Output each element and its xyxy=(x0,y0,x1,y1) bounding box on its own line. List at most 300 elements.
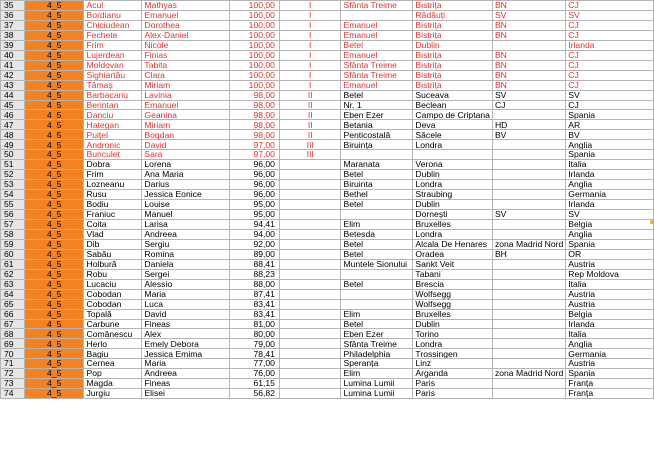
rank-cell[interactable] xyxy=(279,229,341,239)
score-cell[interactable]: 77,00 xyxy=(230,359,280,369)
country-cell[interactable]: CJ xyxy=(566,70,654,80)
group-cell[interactable]: 4_5 xyxy=(24,20,84,30)
country-cell[interactable]: Anglia xyxy=(566,180,654,190)
rank-cell[interactable]: I xyxy=(279,60,341,70)
city-cell[interactable]: Bruxelles xyxy=(413,309,493,319)
rank-cell[interactable]: II xyxy=(279,90,341,100)
last-name-cell[interactable]: Bodiu xyxy=(84,200,142,210)
first-name-cell[interactable]: Clara xyxy=(142,70,230,80)
county-cell[interactable] xyxy=(492,140,565,150)
last-name-cell[interactable]: Cobodan xyxy=(84,289,142,299)
county-cell[interactable] xyxy=(492,379,565,389)
group-cell[interactable]: 4_5 xyxy=(24,349,84,359)
table-row[interactable] xyxy=(1,180,654,190)
row-number[interactable]: 48 xyxy=(1,130,25,140)
first-name-cell[interactable]: Miriam xyxy=(142,80,230,90)
group-cell[interactable]: 4_5 xyxy=(24,299,84,309)
rank-cell[interactable] xyxy=(279,309,341,319)
country-cell[interactable]: Irlanda xyxy=(566,170,654,180)
rank-cell[interactable]: I xyxy=(279,1,341,11)
city-cell[interactable]: Bistrița xyxy=(413,80,493,90)
rank-cell[interactable] xyxy=(279,369,341,379)
church-cell[interactable] xyxy=(341,269,413,279)
row-number[interactable]: 59 xyxy=(1,239,25,249)
score-cell[interactable]: 80,00 xyxy=(230,329,280,339)
first-name-cell[interactable]: Andreea xyxy=(142,229,230,239)
church-cell[interactable]: Eben Ezer xyxy=(341,110,413,120)
county-cell[interactable]: BN xyxy=(492,70,565,80)
county-cell[interactable] xyxy=(492,299,565,309)
group-cell[interactable]: 4_5 xyxy=(24,319,84,329)
last-name-cell[interactable]: Vlad xyxy=(84,229,142,239)
row-number[interactable]: 62 xyxy=(1,269,25,279)
last-name-cell[interactable]: Frim xyxy=(84,40,142,50)
last-name-cell[interactable]: Topală xyxy=(84,309,142,319)
first-name-cell[interactable]: Tabita xyxy=(142,60,230,70)
row-number[interactable]: 41 xyxy=(1,60,25,70)
group-cell[interactable]: 4_5 xyxy=(24,50,84,60)
score-cell[interactable]: 88,00 xyxy=(230,279,280,289)
table-row[interactable] xyxy=(1,30,654,40)
church-cell[interactable]: Nr. 1 xyxy=(341,100,413,110)
row-number[interactable]: 50 xyxy=(1,150,25,160)
last-name-cell[interactable]: Holbură xyxy=(84,259,142,269)
score-cell[interactable]: 100,00 xyxy=(230,60,280,70)
country-cell[interactable]: BV xyxy=(566,130,654,140)
first-name-cell[interactable]: Mathyas xyxy=(142,1,230,11)
score-cell[interactable]: 98,00 xyxy=(230,130,280,140)
group-cell[interactable]: 4_5 xyxy=(24,40,84,50)
score-cell[interactable]: 100,00 xyxy=(230,20,280,30)
group-cell[interactable]: 4_5 xyxy=(24,130,84,140)
last-name-cell[interactable]: Moldovan xyxy=(84,60,142,70)
country-cell[interactable]: Austria xyxy=(566,289,654,299)
city-cell[interactable]: Bistrița xyxy=(413,20,493,30)
row-number[interactable]: 57 xyxy=(1,219,25,229)
city-cell[interactable]: Dublin xyxy=(413,40,493,50)
table-row[interactable] xyxy=(1,289,654,299)
rank-cell[interactable] xyxy=(279,299,341,309)
table-row[interactable] xyxy=(1,40,654,50)
last-name-cell[interactable]: Danciu xyxy=(84,110,142,120)
row-number[interactable]: 53 xyxy=(1,180,25,190)
rank-cell[interactable] xyxy=(279,269,341,279)
last-name-cell[interactable]: Carbune xyxy=(84,319,142,329)
table-row[interactable] xyxy=(1,50,654,60)
country-cell[interactable]: SV xyxy=(566,10,654,20)
rank-cell[interactable] xyxy=(279,349,341,359)
country-cell[interactable]: Irlanda xyxy=(566,319,654,329)
first-name-cell[interactable]: David xyxy=(142,309,230,319)
city-cell[interactable]: Verona xyxy=(413,160,493,170)
first-name-cell[interactable]: Nicole xyxy=(142,40,230,50)
county-cell[interactable] xyxy=(492,279,565,289)
last-name-cell[interactable]: Robu xyxy=(84,269,142,279)
row-number[interactable]: 42 xyxy=(1,70,25,80)
last-name-cell[interactable]: Chiciudean xyxy=(84,20,142,30)
row-number[interactable]: 64 xyxy=(1,289,25,299)
last-name-cell[interactable]: Berintan xyxy=(84,100,142,110)
table-row[interactable] xyxy=(1,190,654,200)
score-cell[interactable]: 83,41 xyxy=(230,309,280,319)
city-cell[interactable]: Sankt Veit xyxy=(413,259,493,269)
last-name-cell[interactable]: Andronic xyxy=(84,140,142,150)
table-row[interactable] xyxy=(1,359,654,369)
table-row[interactable] xyxy=(1,140,654,150)
table-row[interactable] xyxy=(1,329,654,339)
first-name-cell[interactable]: Alessio xyxy=(142,279,230,289)
first-name-cell[interactable]: Bogdan xyxy=(142,130,230,140)
rank-cell[interactable]: I xyxy=(279,40,341,50)
group-cell[interactable]: 4_5 xyxy=(24,180,84,190)
rank-cell[interactable] xyxy=(279,190,341,200)
row-number[interactable]: 38 xyxy=(1,30,25,40)
score-cell[interactable]: 100,00 xyxy=(230,30,280,40)
church-cell[interactable]: Emanuel xyxy=(341,80,413,90)
first-name-cell[interactable]: Louise xyxy=(142,200,230,210)
city-cell[interactable]: Straubing xyxy=(413,190,493,200)
group-cell[interactable]: 4_5 xyxy=(24,30,84,40)
county-cell[interactable]: SV xyxy=(492,210,565,220)
city-cell[interactable]: Oradea xyxy=(413,249,493,259)
table-row[interactable] xyxy=(1,269,654,279)
county-cell[interactable] xyxy=(492,339,565,349)
first-name-cell[interactable]: Emanuel xyxy=(142,10,230,20)
church-cell[interactable]: Betel xyxy=(341,90,413,100)
row-number[interactable]: 47 xyxy=(1,120,25,130)
score-cell[interactable]: 97,00 xyxy=(230,140,280,150)
country-cell[interactable]: Germania xyxy=(566,190,654,200)
first-name-cell[interactable]: Maria xyxy=(142,359,230,369)
country-cell[interactable]: OR xyxy=(566,249,654,259)
score-cell[interactable]: 97,00 xyxy=(230,150,280,160)
group-cell[interactable]: 4_5 xyxy=(24,190,84,200)
row-number[interactable]: 35 xyxy=(1,1,25,11)
group-cell[interactable]: 4_5 xyxy=(24,150,84,160)
row-number[interactable]: 56 xyxy=(1,210,25,220)
score-cell[interactable]: 100,00 xyxy=(230,70,280,80)
group-cell[interactable]: 4_5 xyxy=(24,249,84,259)
city-cell[interactable]: Dublin xyxy=(413,170,493,180)
table-row[interactable] xyxy=(1,10,654,20)
first-name-cell[interactable]: Romina xyxy=(142,249,230,259)
group-cell[interactable]: 4_5 xyxy=(24,100,84,110)
last-name-cell[interactable]: Lucaciu xyxy=(84,279,142,289)
rank-cell[interactable]: I xyxy=(279,70,341,80)
table-row[interactable] xyxy=(1,150,654,160)
last-name-cell[interactable]: Coita xyxy=(84,219,142,229)
country-cell[interactable]: CJ xyxy=(566,80,654,90)
city-cell[interactable]: Paris xyxy=(413,379,493,389)
first-name-cell[interactable]: Sergei xyxy=(142,269,230,279)
group-cell[interactable]: 4_5 xyxy=(24,200,84,210)
last-name-cell[interactable]: Sighiartău xyxy=(84,70,142,80)
last-name-cell[interactable]: Jurgiu xyxy=(84,389,142,399)
city-cell[interactable] xyxy=(413,150,493,160)
first-name-cell[interactable]: Manuel xyxy=(142,210,230,220)
rank-cell[interactable] xyxy=(279,359,341,369)
city-cell[interactable]: Wolfsegg xyxy=(413,299,493,309)
church-cell[interactable]: Betania xyxy=(341,120,413,130)
table-row[interactable] xyxy=(1,339,654,349)
first-name-cell[interactable]: Jessica Emima xyxy=(142,349,230,359)
rank-cell[interactable] xyxy=(279,389,341,399)
country-cell[interactable]: CJ xyxy=(566,30,654,40)
group-cell[interactable]: 4_5 xyxy=(24,160,84,170)
group-cell[interactable]: 4_5 xyxy=(24,70,84,80)
first-name-cell[interactable]: Miriam xyxy=(142,120,230,130)
country-cell[interactable]: Italia xyxy=(566,160,654,170)
church-cell[interactable]: Elim xyxy=(341,369,413,379)
last-name-cell[interactable]: Herlo xyxy=(84,339,142,349)
score-cell[interactable]: 61,15 xyxy=(230,379,280,389)
score-cell[interactable]: 96,00 xyxy=(230,190,280,200)
group-cell[interactable]: 4_5 xyxy=(24,339,84,349)
country-cell[interactable]: Anglia xyxy=(566,229,654,239)
group-cell[interactable]: 4_5 xyxy=(24,140,84,150)
rank-cell[interactable]: II xyxy=(279,110,341,120)
score-cell[interactable]: 96,00 xyxy=(230,180,280,190)
first-name-cell[interactable]: Elisei xyxy=(142,389,230,399)
rank-cell[interactable] xyxy=(279,259,341,269)
city-cell[interactable]: Săcele xyxy=(413,130,493,140)
last-name-cell[interactable]: Cobodan xyxy=(84,299,142,309)
church-cell[interactable]: Betel xyxy=(341,239,413,249)
rank-cell[interactable] xyxy=(279,379,341,389)
table-row[interactable] xyxy=(1,110,654,120)
church-cell[interactable]: Betel xyxy=(341,200,413,210)
county-cell[interactable]: SV xyxy=(492,90,565,100)
county-cell[interactable]: CJ xyxy=(492,100,565,110)
county-cell[interactable]: BN xyxy=(492,1,565,11)
rank-cell[interactable]: I xyxy=(279,20,341,30)
county-cell[interactable]: zona Madrid Nord xyxy=(492,369,565,379)
score-cell[interactable]: 94,41 xyxy=(230,219,280,229)
church-cell[interactable]: Philadelphia xyxy=(341,349,413,359)
city-cell[interactable]: Wolfsegg xyxy=(413,289,493,299)
church-cell[interactable]: Elim xyxy=(341,219,413,229)
church-cell[interactable]: Emanuel xyxy=(341,20,413,30)
rank-cell[interactable]: I xyxy=(279,10,341,20)
table-row[interactable] xyxy=(1,279,654,289)
rank-cell[interactable] xyxy=(279,219,341,229)
row-number[interactable]: 52 xyxy=(1,170,25,180)
county-cell[interactable] xyxy=(492,40,565,50)
group-cell[interactable]: 4_5 xyxy=(24,309,84,319)
table-row[interactable] xyxy=(1,369,654,379)
first-name-cell[interactable]: Finias xyxy=(142,50,230,60)
score-cell[interactable]: 98,00 xyxy=(230,120,280,130)
rank-cell[interactable] xyxy=(279,289,341,299)
last-name-cell[interactable]: Rusu xyxy=(84,190,142,200)
county-cell[interactable] xyxy=(492,190,565,200)
table-row[interactable] xyxy=(1,100,654,110)
score-cell[interactable]: 98,00 xyxy=(230,90,280,100)
church-cell[interactable]: Betel xyxy=(341,319,413,329)
country-cell[interactable]: Spania xyxy=(566,110,654,120)
city-cell[interactable]: Londra xyxy=(413,339,493,349)
last-name-cell[interactable]: Bunculet xyxy=(84,150,142,160)
rank-cell[interactable]: III xyxy=(279,140,341,150)
group-cell[interactable]: 4_5 xyxy=(24,279,84,289)
city-cell[interactable]: Deva xyxy=(413,120,493,130)
group-cell[interactable]: 4_5 xyxy=(24,170,84,180)
group-cell[interactable]: 4_5 xyxy=(24,259,84,269)
last-name-cell[interactable]: Puițel xyxy=(84,130,142,140)
county-cell[interactable] xyxy=(492,150,565,160)
rank-cell[interactable] xyxy=(279,210,341,220)
score-cell[interactable]: 81,00 xyxy=(230,319,280,329)
country-cell[interactable]: Anglia xyxy=(566,140,654,150)
church-cell[interactable] xyxy=(341,210,413,220)
rank-cell[interactable] xyxy=(279,160,341,170)
church-cell[interactable]: Sfânta Treime xyxy=(341,1,413,11)
table-row[interactable] xyxy=(1,60,654,70)
first-name-cell[interactable]: Emanuel xyxy=(142,100,230,110)
country-cell[interactable]: CJ xyxy=(566,1,654,11)
rank-cell[interactable] xyxy=(279,180,341,190)
church-cell[interactable]: Emanuel xyxy=(341,50,413,60)
church-cell[interactable]: Emanuel xyxy=(341,30,413,40)
county-cell[interactable] xyxy=(492,160,565,170)
rank-cell[interactable]: I xyxy=(279,80,341,90)
score-cell[interactable]: 94,00 xyxy=(230,229,280,239)
table-row[interactable] xyxy=(1,249,654,259)
table-row[interactable] xyxy=(1,219,654,229)
first-name-cell[interactable]: Larisa xyxy=(142,219,230,229)
score-cell[interactable]: 89,00 xyxy=(230,249,280,259)
city-cell[interactable]: Tabani xyxy=(413,269,493,279)
country-cell[interactable]: Belgia xyxy=(566,309,654,319)
country-cell[interactable]: CJ xyxy=(566,60,654,70)
table-row[interactable] xyxy=(1,239,654,249)
first-name-cell[interactable]: Lavinia xyxy=(142,90,230,100)
church-cell[interactable]: Betel xyxy=(341,249,413,259)
table-row[interactable] xyxy=(1,229,654,239)
city-cell[interactable]: Suceava xyxy=(413,90,493,100)
country-cell[interactable]: SV xyxy=(566,90,654,100)
row-number[interactable]: 49 xyxy=(1,140,25,150)
group-cell[interactable]: 4_5 xyxy=(24,369,84,379)
country-cell[interactable]: Austria xyxy=(566,259,654,269)
score-cell[interactable]: 88,23 xyxy=(230,269,280,279)
rank-cell[interactable] xyxy=(279,329,341,339)
city-cell[interactable]: Dornești xyxy=(413,210,493,220)
country-cell[interactable]: Irlanda xyxy=(566,40,654,50)
row-number[interactable]: 67 xyxy=(1,319,25,329)
row-number[interactable]: 58 xyxy=(1,229,25,239)
last-name-cell[interactable]: Bagiu xyxy=(84,349,142,359)
first-name-cell[interactable]: Jessica Eonice xyxy=(142,190,230,200)
first-name-cell[interactable]: Lorena xyxy=(142,160,230,170)
country-cell[interactable]: Austria xyxy=(566,359,654,369)
first-name-cell[interactable]: Daniela xyxy=(142,259,230,269)
county-cell[interactable] xyxy=(492,319,565,329)
rank-cell[interactable]: I xyxy=(279,30,341,40)
country-cell[interactable]: Belgia xyxy=(566,219,654,229)
last-name-cell[interactable]: Barbacariu xyxy=(84,90,142,100)
county-cell[interactable] xyxy=(492,219,565,229)
first-name-cell[interactable]: Darius xyxy=(142,180,230,190)
country-cell[interactable]: SV xyxy=(566,210,654,220)
table-row[interactable] xyxy=(1,20,654,30)
group-cell[interactable]: 4_5 xyxy=(24,229,84,239)
score-cell[interactable]: 100,00 xyxy=(230,50,280,60)
county-cell[interactable] xyxy=(492,289,565,299)
church-cell[interactable]: Bethel xyxy=(341,190,413,200)
row-number[interactable]: 36 xyxy=(1,10,25,20)
church-cell[interactable] xyxy=(341,150,413,160)
rank-cell[interactable]: II xyxy=(279,130,341,140)
church-cell[interactable] xyxy=(341,289,413,299)
row-number[interactable]: 39 xyxy=(1,40,25,50)
county-cell[interactable]: BN xyxy=(492,50,565,60)
rank-cell[interactable] xyxy=(279,339,341,349)
score-cell[interactable]: 98,00 xyxy=(230,110,280,120)
row-number[interactable]: 44 xyxy=(1,90,25,100)
church-cell[interactable] xyxy=(341,299,413,309)
last-name-cell[interactable]: Magda xyxy=(84,379,142,389)
first-name-cell[interactable]: Geanina xyxy=(142,110,230,120)
score-cell[interactable]: 95,00 xyxy=(230,200,280,210)
city-cell[interactable]: Londra xyxy=(413,180,493,190)
church-cell[interactable]: Maranata xyxy=(341,160,413,170)
row-number[interactable]: 46 xyxy=(1,110,25,120)
table-row[interactable] xyxy=(1,299,654,309)
county-cell[interactable] xyxy=(492,229,565,239)
last-name-cell[interactable]: Dib xyxy=(84,239,142,249)
county-cell[interactable] xyxy=(492,200,565,210)
score-cell[interactable]: 98,00 xyxy=(230,100,280,110)
first-name-cell[interactable]: Sara xyxy=(142,150,230,160)
first-name-cell[interactable]: Andreea xyxy=(142,369,230,379)
last-name-cell[interactable]: Lozneanu xyxy=(84,180,142,190)
row-number[interactable]: 51 xyxy=(1,160,25,170)
score-cell[interactable]: 79,00 xyxy=(230,339,280,349)
city-cell[interactable]: Rădăuți xyxy=(413,10,493,20)
church-cell[interactable]: Sfânta Treime xyxy=(341,70,413,80)
county-cell[interactable]: BH xyxy=(492,249,565,259)
church-cell[interactable]: Sfânta Treime xyxy=(341,60,413,70)
rank-cell[interactable] xyxy=(279,239,341,249)
score-cell[interactable]: 88,41 xyxy=(230,259,280,269)
first-name-cell[interactable]: Maria xyxy=(142,289,230,299)
city-cell[interactable]: Bistrița xyxy=(413,1,493,11)
rank-cell[interactable]: II xyxy=(279,100,341,110)
last-name-cell[interactable]: Comănescu xyxy=(84,329,142,339)
score-cell[interactable]: 95,00 xyxy=(230,210,280,220)
city-cell[interactable]: Trossingen xyxy=(413,349,493,359)
city-cell[interactable]: Torino xyxy=(413,329,493,339)
table-row[interactable] xyxy=(1,379,654,389)
city-cell[interactable]: Bistrița xyxy=(413,60,493,70)
city-cell[interactable]: Londra xyxy=(413,140,493,150)
county-cell[interactable]: BN xyxy=(492,30,565,40)
table-row[interactable] xyxy=(1,1,654,11)
county-cell[interactable] xyxy=(492,329,565,339)
group-cell[interactable]: 4_5 xyxy=(24,1,84,11)
first-name-cell[interactable]: Alex xyxy=(142,329,230,339)
row-number[interactable]: 61 xyxy=(1,259,25,269)
country-cell[interactable]: CJ xyxy=(566,50,654,60)
group-cell[interactable]: 4_5 xyxy=(24,269,84,279)
country-cell[interactable]: Spania xyxy=(566,239,654,249)
city-cell[interactable]: Beclean xyxy=(413,100,493,110)
city-cell[interactable]: Paris xyxy=(413,389,493,399)
city-cell[interactable]: Bistrița xyxy=(413,50,493,60)
church-cell[interactable]: Betel xyxy=(341,279,413,289)
city-cell[interactable]: Dublin xyxy=(413,319,493,329)
